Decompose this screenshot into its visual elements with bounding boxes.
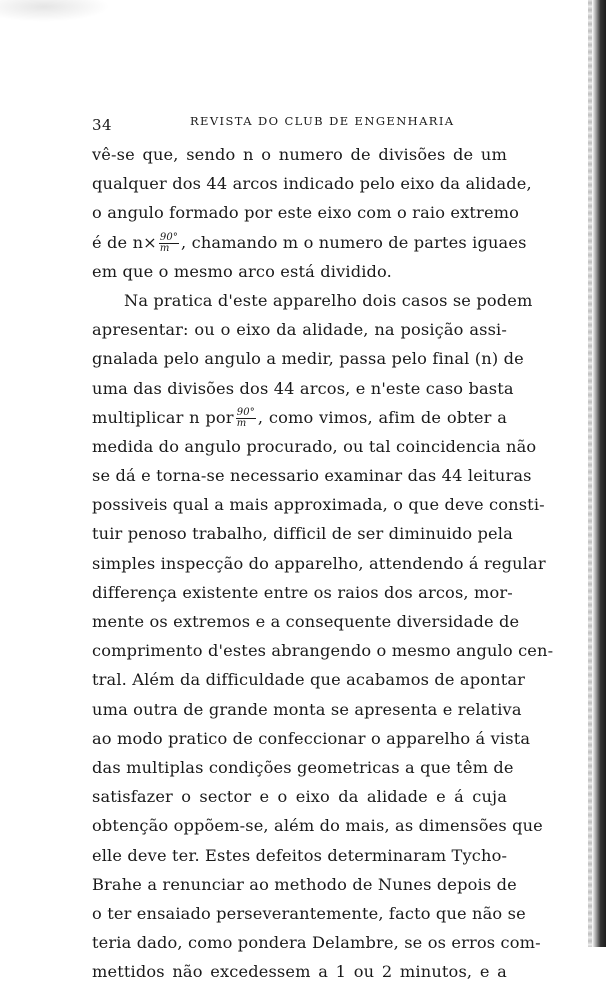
text-line: ao modo pratico de confeccionar o apparelho á vista — [92, 728, 531, 748]
text-line: comprimento d'estes abrangendo o mesmo angulo cen- — [92, 641, 554, 661]
text-line: differença existente entre os raios dos arcos, mor- — [92, 582, 513, 602]
text-line: em que o mesmo arco está dividido. — [92, 261, 392, 281]
text-line: vê-se que, sendo n o numero de divisões de um — [92, 145, 507, 164]
paragraph-start-line: Na pratica d'este apparelho dois casos se podem — [124, 290, 533, 310]
text-line: o angulo formado por este eixo com o raio extremo — [92, 203, 520, 223]
text-line: possiveis qual a mais approximada, o que deve consti- — [92, 495, 545, 515]
page-smudge — [0, 0, 110, 22]
text-line: se dá e torna-se necessario examinar das 44 leituras — [92, 466, 532, 486]
fraction-numerator: 90° — [236, 406, 255, 418]
fraction-90-over-m — [159, 233, 179, 254]
text-line: obtenção oppõem-se, além do mais, as dimensões que — [92, 816, 543, 836]
text-line: simples inspecção do apparelho, attendendo á regular — [92, 553, 546, 573]
page-header — [92, 112, 512, 134]
text-line: qualquer dos 44 arcos indicado pelo eixo da alidade, — [92, 174, 532, 194]
binding-edge — [592, 0, 606, 947]
text-line: satisfazer o sector e o eixo da alidade e á cuja — [92, 787, 507, 807]
text-line: mente os extremos e a consequente diversidade de — [92, 612, 520, 631]
fraction-90-over-m — [236, 408, 256, 429]
text-line: Brahe a renunciar ao methodo de Nunes depois de — [92, 874, 517, 894]
text-line: teria dado, como pondera Delambre, se os erros com- — [92, 933, 541, 953]
body-text — [92, 140, 554, 986]
text-line-with-fraction — [92, 228, 527, 257]
running-head: REVISTA DO CLUB DE ENGENHARIA — [190, 114, 455, 128]
fraction-denominator: m — [159, 242, 170, 254]
text-line-with-fraction — [92, 403, 507, 432]
text-line: tuir penoso trabalho, difficil de ser diminuido pela — [92, 524, 513, 544]
text-line: mettidos não excedessem a 1 ou 2 minutos, e a — [92, 962, 507, 982]
text-line: das multiplas condições geometricas a que têm de — [92, 757, 514, 777]
page-number: 34 — [92, 116, 113, 134]
text-segment: , chamando m o numero de partes iguaes — [181, 232, 527, 252]
text-segment: , como vimos, afim de obter a — [257, 407, 507, 427]
text-line: gnalada pelo angulo a medir, passa pelo final (n) de — [92, 349, 524, 369]
text-line: o ter ensaiado perseverantemente, facto que não se — [92, 903, 526, 923]
text-segment: é de n× — [92, 232, 157, 252]
text-line: apresentar: ou o eixo da alidade, na posição assi- — [92, 320, 507, 340]
text-line: elle deve ter. Estes defeitos determinaram Tycho- — [92, 845, 508, 865]
text-line: tral. Além da difficuldade que acabamos de apontar — [92, 670, 526, 690]
text-segment: multiplicar n por — [92, 407, 234, 427]
text-line: medida do angulo procurado, ou tal coincidencia não — [92, 436, 537, 456]
fraction-denominator: m — [236, 417, 247, 429]
fraction-numerator: 90° — [159, 231, 179, 243]
text-line: uma das divisões dos 44 arcos, e n'este caso basta — [92, 378, 514, 398]
text-line: uma outra de grande monta se apresenta e relativa — [92, 699, 522, 719]
